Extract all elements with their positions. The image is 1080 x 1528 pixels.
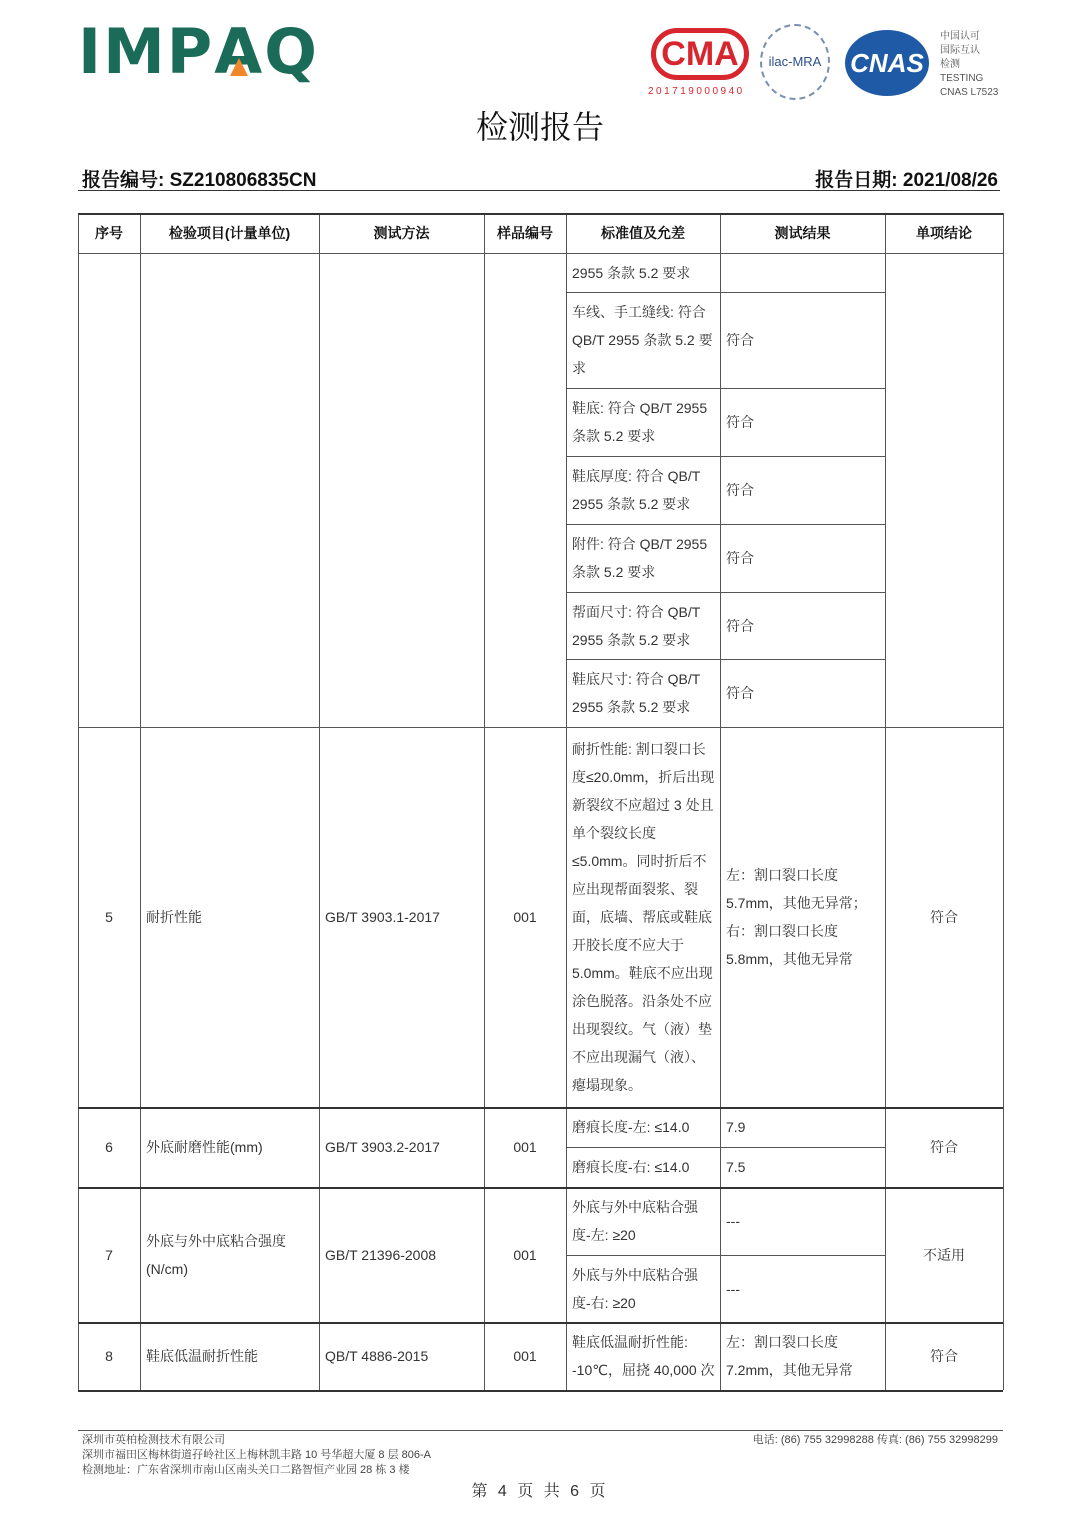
result-cell: 7.9 (726, 1119, 746, 1135)
impaq-logo: IMPA Q (78, 15, 319, 88)
conclusion-cell: 不适用 (923, 1246, 965, 1263)
row-number: 5 (105, 909, 113, 925)
table-border (566, 1255, 885, 1256)
table-border (566, 456, 885, 457)
page-number: 第 4 页 共 6 页 (471, 1483, 609, 1500)
report-number: 报告编号: SZ210806835CN (82, 170, 317, 191)
header-divider (78, 190, 1000, 191)
table-border (78, 253, 1003, 254)
table-border (566, 388, 885, 389)
column-header-sample: 样品编号 (497, 225, 553, 241)
table-border (140, 213, 141, 1390)
standard-cell: 鞋底: 符合 QB/T 2955 条款 5.2 要求 (572, 400, 708, 444)
standard-cell: 2955 条款 5.2 要求 (572, 264, 691, 281)
test-item: 耐折性能 (146, 909, 202, 925)
result-cell (720, 253, 885, 292)
result-cell: 符合 (726, 550, 754, 566)
column-header-standard: 标准值及允差 (601, 225, 685, 241)
column-header-conclusion: 单项结论 (916, 225, 972, 241)
result-cell: 符合 (726, 414, 754, 430)
result-cell: 符合 (726, 617, 754, 634)
report-date: 报告日期: 2021/08/26 (815, 170, 998, 191)
cma-number: 201719000940 (648, 86, 745, 97)
table-border (720, 213, 721, 1390)
result-cell: 符合 (726, 332, 754, 348)
standard-cell: 鞋底厚度: 符合 QB/T 2955 条款 5.2 要求 (572, 468, 701, 512)
result-cell: --- (726, 1213, 740, 1229)
standard-cell: 附件: 符合 QB/T 2955 条款 5.2 要求 (572, 536, 708, 580)
ilac-mra-logo: ilac-MRA (760, 24, 830, 100)
conclusion-cell: 符合 (930, 909, 958, 925)
standard-cell: 耐折性能: 割口裂口长度≤20.0mm，折后出现新裂纹不应超过 3 处且单个裂纹长度≤5.0mm。同时折后不应出现帮面裂浆、裂面，底墙、帮底或鞋底开胶长度不应大于5.0mm。鞋底不应出现涂色脱落。沿条处不应出现裂纹。气（液）垫不应出现漏气（液）、瘪塌现象。 (572, 741, 715, 1093)
cnas-text-line: 检测 (940, 59, 960, 70)
column-header-no: 序号 (95, 225, 123, 241)
cnas-logo: CNAS (845, 30, 929, 96)
table-border (78, 1187, 1003, 1189)
standard-cell: 车线、手工缝线: 符合 QB/T 2955 条款 5.2 要求 (572, 304, 713, 376)
row-number: 6 (105, 1139, 113, 1155)
cma-logo: CMA (651, 28, 749, 80)
table-border (78, 213, 79, 1390)
conclusion-cell: 符合 (930, 1139, 958, 1155)
table-border (885, 213, 886, 1390)
column-header-result: 测试结果 (774, 225, 831, 241)
standard-cell: 磨痕长度-右: ≤14.0 (572, 1159, 690, 1175)
table-border (78, 1107, 1003, 1109)
table-border (319, 213, 320, 1390)
cnas-accreditation-text (940, 30, 998, 100)
sample-number: 001 (513, 1246, 537, 1263)
column-header-method: 测试方法 (373, 225, 430, 241)
test-item: 鞋底低温耐折性能 (146, 1348, 258, 1364)
test-method: GB/T 3903.1-2017 (325, 909, 440, 925)
standard-cell: 外底与外中底粘合强度-左: ≥20 (572, 1199, 698, 1243)
page-title: 检测报告 (475, 108, 604, 146)
cnas-text-line: 国际互认 (940, 45, 980, 56)
result-cell: 左：割口裂口长度7.2mm，其他无异常 (726, 1334, 853, 1378)
result-cell: 符合 (726, 482, 754, 498)
column-header-item: 检验项目(计量单位) (168, 225, 291, 241)
result-cell: 7.5 (726, 1159, 746, 1175)
table-border (566, 592, 885, 593)
footer-contact: 电话: (86) 755 32998288 传真: (86) 755 32998299 (752, 1434, 998, 1446)
test-method: GB/T 21396-2008 (325, 1246, 437, 1263)
table-border (78, 1322, 1003, 1324)
test-method: GB/T 3903.2-2017 (325, 1139, 440, 1155)
row-number: 7 (105, 1246, 113, 1263)
standard-cell: 鞋底低温耐折性能: -10℃，屈挠 40,000 次 (572, 1334, 715, 1378)
sample-number: 001 (513, 1139, 537, 1155)
table-border (78, 1390, 1003, 1392)
cnas-text-line: CNAS L7523 (940, 87, 999, 98)
test-method: QB/T 4886-2015 (325, 1348, 429, 1364)
table-border (566, 292, 885, 293)
table-border (566, 659, 885, 660)
table-border (566, 213, 567, 1390)
conclusion-cell: 符合 (930, 1348, 958, 1364)
footer-test-address: 检测地址：广东省深圳市南山区南头关口二路智恒产业园 28 栋 3 楼 (82, 1464, 410, 1476)
sample-number: 001 (513, 1348, 537, 1364)
cnas-text-line: TESTING (940, 73, 984, 84)
result-cell: --- (726, 1280, 740, 1297)
test-item: 外底耐磨性能(mm) (146, 1139, 263, 1155)
cnas-text-line: 中国认可 (940, 31, 980, 42)
table-border (78, 213, 1003, 215)
footer-address: 深圳市福田区梅林街道孖岭社区上梅林凯丰路 10 号华超大厦 8 层 806-A (82, 1449, 431, 1461)
standard-cell: 磨痕长度-左: ≤14.0 (572, 1119, 690, 1135)
standard-cell: 帮面尺寸: 符合 QB/T 2955 条款 5.2 要求 (572, 603, 701, 648)
standard-cell: 鞋底尺寸: 符合 QB/T 2955 条款 5.2 要求 (572, 671, 701, 715)
test-item: 外底与外中底粘合强度(N/cm) (146, 1232, 286, 1277)
footer-company: 深圳市英柏检测技术有限公司 (82, 1434, 225, 1446)
table-border (78, 727, 1003, 728)
table-border (484, 213, 485, 1390)
footer-company-info (82, 1433, 431, 1478)
standard-cell: 外底与外中底粘合强度-右: ≥20 (572, 1266, 698, 1311)
table-border (1003, 213, 1004, 1390)
row-number: 8 (105, 1348, 113, 1364)
table-border (566, 524, 885, 525)
table-border (566, 1147, 885, 1148)
sample-number: 001 (513, 909, 537, 925)
result-cell: 符合 (726, 685, 754, 701)
result-cell: 左：割口裂口长度5.7mm，其他无异常；右：割口裂口长度5.8mm，其他无异常 (726, 867, 867, 967)
footer-divider (78, 1430, 1003, 1431)
